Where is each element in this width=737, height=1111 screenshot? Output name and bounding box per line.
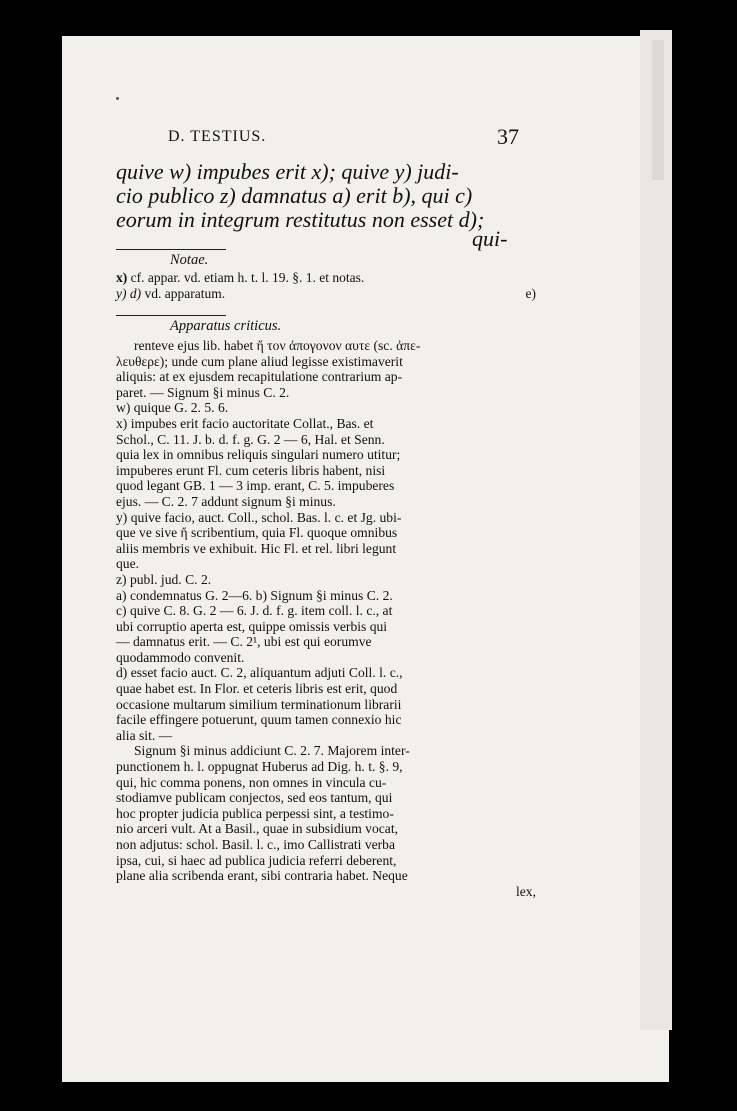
- note-text: cf. appar. vd. etiam h. t. l. 19. §. 1. et notas.: [130, 270, 365, 285]
- apparatus-line: non adjutus: schol. Basil. l. c., imo Callistrati verba: [116, 837, 396, 852]
- apparatus-line: ejus. — C. 2. 7 addunt signum §i minus.: [116, 493, 336, 509]
- apparatus-line: Schol., C. 11. J. b. d. f. g. G. 2 — 6, Hal. et Senn.: [116, 431, 385, 447]
- apparatus-line: Signum §i minus addiciunt C. 2. 7. Majorem inter-: [134, 743, 410, 759]
- apparatus-line: z) publ. jud. C. 2.: [116, 571, 212, 587]
- main-text-line: cio publico z) damnatus a) erit b), qui c): [116, 183, 473, 208]
- note-label: y) d): [116, 285, 142, 301]
- apparatus-line: d) esset facio auct. C. 2, aliquantum adjuti Coll. l. c.,: [116, 665, 403, 681]
- apparatus-line: aliquis: at ex ejusdem recapitulatione contrarium ap-: [116, 369, 403, 385]
- apparatus-line: renteve ejus lib. habet ἤ τον ἀπογονον αυτε (sc. ἀπε-: [134, 338, 421, 353]
- main-text-line: quive w) impubes erit x); quive y) judi-: [116, 159, 459, 184]
- ink-spot: [116, 97, 119, 100]
- apparatus-line: qui, hic comma ponens, non omnes in vincula cu-: [116, 774, 387, 790]
- apparatus-line: ubi corruptio aperta est, quippe omissis verbis qui: [116, 618, 388, 634]
- apparatus-text: [116, 338, 536, 899]
- apparatus-line: nio arceri vult. At a Basil., quae in subsidium vocat,: [116, 821, 399, 837]
- apparatus-line: aliis membris ve exhibuit. Hic Fl. et rel. libri legunt: [116, 540, 397, 556]
- apparatus-line: w) quique G. 2. 5. 6.: [116, 400, 229, 416]
- apparatus-line: c) quive C. 8. G. 2 — 6. J. d. f. g. item coll. l. c., at: [116, 603, 393, 619]
- note-label: x): [116, 270, 128, 285]
- note-item: [116, 286, 536, 302]
- running-head: D. TESTIUS.: [168, 128, 267, 145]
- apparatus-line: hoc propter judicia publica perpessi sint, a testimo-: [116, 805, 394, 821]
- apparatus-line: facile effingere potuerunt, quum tamen connexio hic: [116, 712, 402, 728]
- notae-heading: Notae.: [170, 252, 209, 268]
- note-extra: e): [525, 285, 536, 301]
- apparatus-line: alia sit. —: [116, 727, 173, 743]
- apparatus-line: quod legant GB. 1 — 3 imp. erant, C. 5. impuberes: [116, 478, 395, 494]
- apparatus-line: x) impubes erit facio auctoritate Collat., Bas. et: [116, 415, 374, 431]
- apparatus-line: lex,: [515, 883, 536, 899]
- note-text: vd. apparatum.: [144, 285, 226, 301]
- main-text-line: eorum in integrum restitutus non esset d);: [116, 207, 485, 232]
- main-text: [116, 160, 536, 232]
- notae-list: [116, 270, 536, 301]
- apparatus-line: quia lex in omnibus reliquis singulari numero utitur;: [116, 447, 401, 463]
- apparatus-line: que.: [116, 556, 140, 572]
- apparatus-line: punctionem h. l. oppugnat Huberus ad Dig. h. t. §. 9,: [116, 759, 403, 775]
- apparatus-line: que ve sive ἤ scribentium, quia Fl. quoque omnibus: [116, 525, 398, 541]
- note-item: [116, 270, 536, 286]
- apparatus-line: quodammodo convenit.: [116, 649, 245, 665]
- catchword: qui-: [472, 226, 508, 251]
- section-rule: [116, 249, 226, 250]
- apparatus-line: λευθερε); unde cum plane aliud legisse existimaverit: [116, 353, 403, 369]
- apparatus-line: plane alia scribenda erant, sibi contraria habet. Neque: [116, 868, 408, 884]
- apparatus-line: stodiamve publicam conjectos, sed eos tantum, qui: [116, 790, 393, 806]
- section-rule: [116, 315, 226, 316]
- page-edge: [640, 30, 672, 1030]
- page-edge-fold: [652, 40, 664, 180]
- apparatus-heading: Apparatus criticus.: [170, 318, 282, 334]
- apparatus-line: impuberes erunt Fl. cum ceteris libris habent, nisi: [116, 462, 386, 478]
- page-number: 37: [497, 124, 519, 149]
- apparatus-line: — damnatus erit. — C. 2¹, ubi est qui eorumve: [116, 634, 372, 650]
- apparatus-line: occasione multarum similium terminationum librarii: [116, 696, 402, 712]
- apparatus-line: a) condemnatus G. 2—6. b) Signum §i minus C. 2.: [116, 587, 393, 603]
- apparatus-line: paret. — Signum §i minus C. 2.: [116, 384, 290, 400]
- apparatus-line: quae habet est. In Flor. et ceteris libris est erit, quod: [116, 681, 398, 697]
- apparatus-line: y) quive facio, auct. Coll., schol. Bas. l. c. et Jg. ubi-: [116, 509, 402, 525]
- apparatus-line: ipsa, cui, si haec ad publica judicia referri deberent,: [116, 852, 397, 868]
